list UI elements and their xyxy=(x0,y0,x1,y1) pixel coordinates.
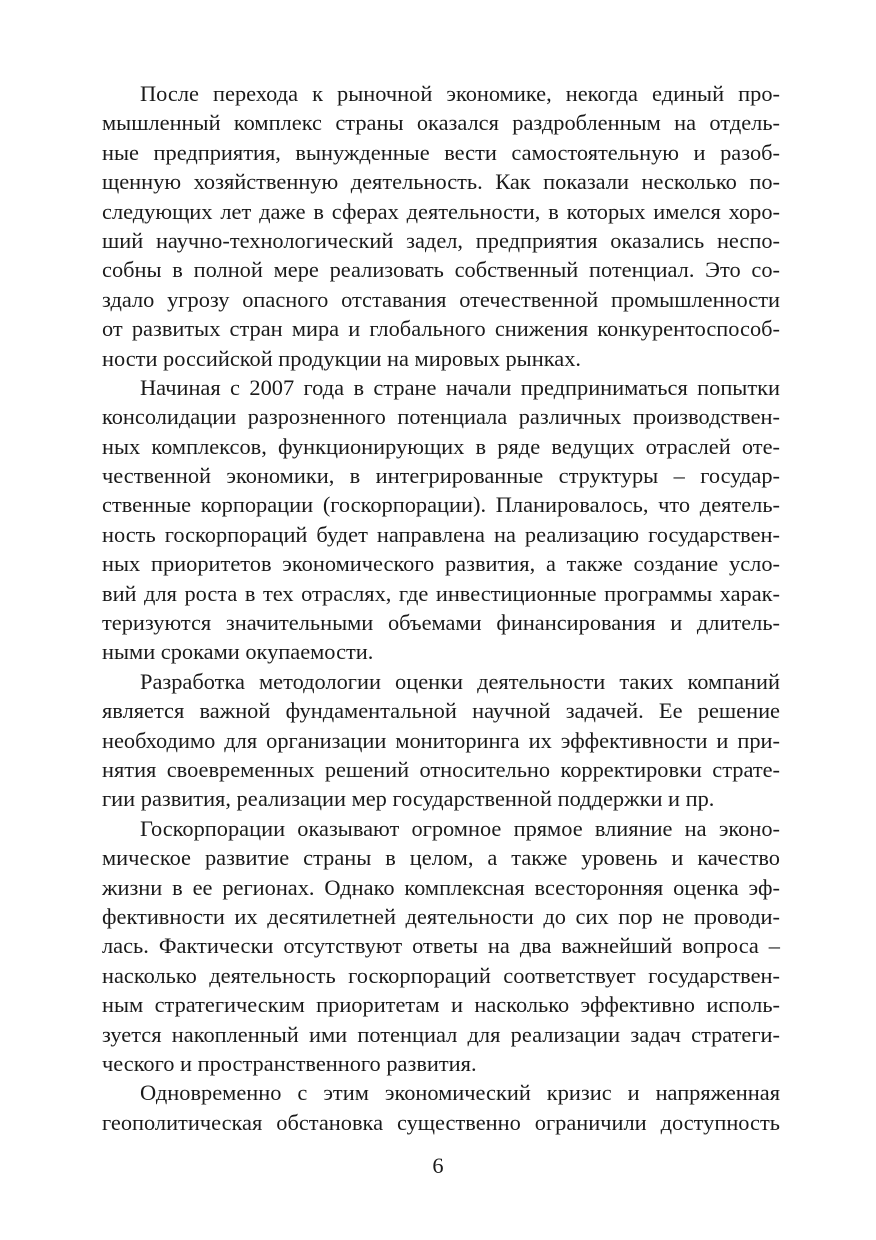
page-body xyxy=(102,79,780,1137)
text-line: зуется накопленный ими потенциал для реализации задач стратеги- xyxy=(102,1021,780,1047)
text-line: Госкорпорации оказывают огромное прямое влияние на эконо- xyxy=(140,815,780,841)
text-line: консолидации разрозненного потенциала различных производствен- xyxy=(102,404,780,430)
text-line: фективности их десятилетней деятельности до сих пор не проводи- xyxy=(102,903,780,929)
text-line: собны в полной мере реализовать собственный потенциал. Это со- xyxy=(102,257,780,283)
text-line: лась. Фактически отсутствуют ответы на два важнейший вопроса – xyxy=(102,933,780,959)
text-line: ственные корпорации (госкорпорации). Планировалось, что деятель- xyxy=(102,492,780,518)
text-line: ных комплексов, функционирующих в ряде ведущих отраслей оте- xyxy=(102,433,780,459)
text-line: Одновременно с этим экономический кризис и напряженная xyxy=(140,1080,780,1106)
text-line: щенную хозяйственную деятельность. Как показали несколько по- xyxy=(102,169,780,195)
text-line: геополитическая обстановка существенно ограничили доступность xyxy=(102,1109,780,1135)
paragraph-2 xyxy=(102,373,780,667)
text-line: ных приоритетов экономического развития, а также создание усло- xyxy=(102,551,780,577)
text-line: необходимо для организации мониторинга их эффективности и при- xyxy=(102,727,780,753)
paragraph-3 xyxy=(102,667,780,814)
text-line: здало угрозу опасного отставания отечественной промышленности xyxy=(102,286,780,312)
text-line: ческого и пространственного развития. xyxy=(102,1050,477,1076)
text-line: ным стратегическим приоритетам и насколько эффективно исполь- xyxy=(102,992,780,1018)
text-line: ные предприятия, вынужденные вести самостоятельную и разоб- xyxy=(102,139,780,165)
text-line: от развитых стран мира и глобального снижения конкурентоспособ- xyxy=(102,316,780,342)
text-line: ность госкорпораций будет направлена на реализацию государствен- xyxy=(102,521,780,547)
text-line: насколько деятельность госкорпораций соответствует государствен- xyxy=(102,962,780,988)
text-line: чественной экономики, в интегрированные структуры – государ- xyxy=(102,463,780,489)
text-line: является важной фундаментальной научной задачей. Ее решение xyxy=(102,698,780,724)
text-line: После перехода к рыночной экономике, некогда единый про- xyxy=(140,81,780,106)
text-line: теризуются значительными объемами финансирования и длитель- xyxy=(102,610,780,636)
text-line: мышленный комплекс страны оказался раздробленным на отдель- xyxy=(102,110,780,136)
text-line: Начиная с 2007 года в стране начали предприниматься попытки xyxy=(140,374,780,400)
text-line: гии развития, реализации мер государственной поддержки и пр. xyxy=(102,786,715,812)
text-line: вий для роста в тех отраслях, где инвестиционные программы харак- xyxy=(102,580,780,606)
paragraph-4 xyxy=(102,814,780,1079)
text-line: ными сроками окупаемости. xyxy=(102,639,374,665)
text-line: мическое развитие страны в целом, а также уровень и качество xyxy=(102,845,780,871)
text-line: ший научно-технологический задел, предприятия оказались неспо- xyxy=(102,227,780,253)
paragraph-5 xyxy=(102,1078,780,1137)
text-line: следующих лет даже в сферах деятельности, в которых имелся хоро- xyxy=(102,198,780,224)
page-number: 6 xyxy=(432,1153,444,1178)
text-line: ности российской продукции на мировых рынках. xyxy=(102,345,581,371)
text-line: Разработка методологии оценки деятельности таких компаний xyxy=(140,668,780,694)
paragraph-1 xyxy=(102,79,780,373)
text-line: жизни в ее регионах. Однако комплексная всесторонняя оценка эф- xyxy=(102,874,780,900)
text-line: нятия своевременных решений относительно корректировки страте- xyxy=(102,756,780,782)
